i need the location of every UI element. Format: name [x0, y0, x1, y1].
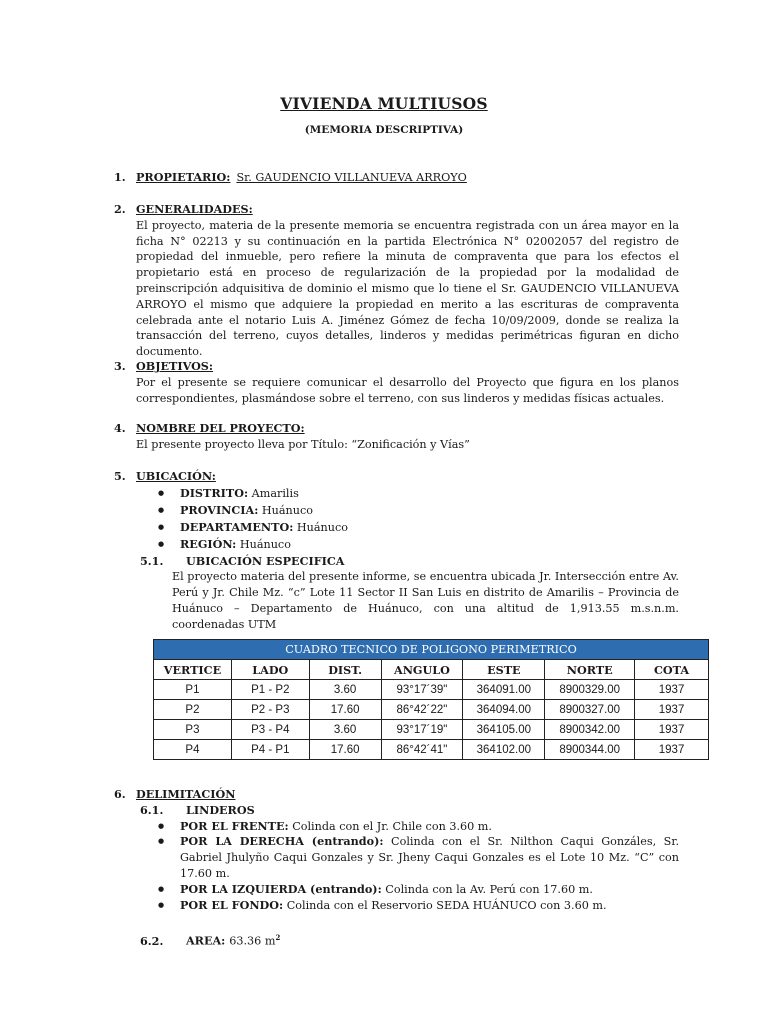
table-cell: 364105.00 [463, 720, 545, 740]
polygon-table [153, 639, 709, 760]
section-number: 2. [114, 202, 126, 216]
owner-name: Sr. GAUDENCIO VILLANUEVA ARROYO [236, 171, 467, 184]
boundaries-list [114, 819, 679, 914]
table-cell: 1937 [635, 700, 709, 720]
list-item: ● REGIÓN: Huánuco [114, 536, 679, 553]
table-cell: P3 [154, 720, 232, 740]
table-row [154, 740, 709, 760]
table-cell: 86°42´22" [381, 700, 463, 720]
section-heading: PROPIETARIO: [136, 170, 231, 184]
section-heading: OBJETIVOS: [136, 359, 214, 373]
table-cell: 8900342.00 [545, 720, 635, 740]
section-paragraph: Por el presente se requiere comunicar el desarrollo del Proyecto que figura en los planos correspondientes, plasmándose sobre el terreno, con sus linderos y medidas físicas actuales. [136, 375, 679, 405]
table-row [154, 720, 709, 740]
column-header: COTA [635, 660, 709, 680]
subsection-heading: 5.1. UBICACIÓN ESPECIFICA [140, 553, 345, 568]
table-cell: 8900329.00 [545, 680, 635, 700]
list-item: ● PROVINCIA: Huánuco [114, 502, 679, 519]
column-header: ESTE [463, 660, 545, 680]
list-item: ● POR LA IZQUIERDA (entrando): Colinda con la Av. Perú con 17.60 m. [114, 882, 679, 898]
table-cell: P4 [154, 740, 232, 760]
table-cell: 1937 [635, 720, 709, 740]
table-cell: P1 - P2 [231, 680, 309, 700]
list-item: ● POR EL FONDO: Colinda con el Reservorio SEDA HUÁNUCO con 3.60 m. [114, 898, 679, 914]
table-cell: P3 - P4 [231, 720, 309, 740]
table-cell: 8900327.00 [545, 700, 635, 720]
section-propietario [114, 170, 679, 186]
table-cell: 3.60 [309, 720, 381, 740]
table-cell: 17.60 [309, 700, 381, 720]
section-heading: DELIMITACIÓN [136, 787, 236, 801]
section-heading: GENERALIDADES: [136, 202, 253, 216]
section-objetivos [114, 359, 679, 406]
table-cell: 3.60 [309, 680, 381, 700]
column-header: NORTE [545, 660, 635, 680]
list-item: ● DEPARTAMENTO: Huánuco [114, 519, 679, 536]
document-title: VIVIENDA MULTIUSOS [280, 94, 488, 113]
table-cell: 93°17´39" [381, 680, 463, 700]
section-number: 5. [114, 469, 126, 483]
table-cell: P2 [154, 700, 232, 720]
section-ubicacion [114, 469, 679, 633]
section-generalidades [114, 202, 679, 360]
section-heading: UBICACIÓN: [136, 469, 216, 483]
list-item: ● POR LA DERECHA (entrando): Colinda con el Sr. Nilthon Caqui Gonzáles, Sr. Gabriel Jhulyño Caqui Gonzales y Sr. Jheny Caqui Gonzales es el Lote 10 Mz. “C” con 17.60 m. [114, 834, 679, 881]
subsection-paragraph: El proyecto materia del presente informe, se encuentra ubicada Jr. Intersección entre Av. Perú y Jr. Chile Mz. “c” Lote 11 Sector II San Luis en distrito de Amarilis – Provincia de Huánuco – Departamento de Huánuco, con una altitud de 1,913.55 m.s.n.m. coordenadas UTM [172, 570, 679, 631]
section-number: 4. [114, 421, 126, 435]
area-value: 63.36 m [229, 935, 276, 949]
table-cell: 8900344.00 [545, 740, 635, 760]
table-cell: 364091.00 [463, 680, 545, 700]
column-header: DIST. [309, 660, 381, 680]
table-row [154, 680, 709, 700]
section-paragraph: El proyecto, materia de la presente memoria se encuentra registrada con un área mayor en la ficha N° 02213 y su continuación en la partida Electrónica N° 02002057 del registro de propiedad del inmueble, pero refiere la minuta de compraventa que para los efectos el propietario está en proceso de regularización de la propiedad por la modalidad de preinscripción adquisitiva de dominio el mismo que lo tiene el Sr. GAUDENCIO VILLANUEVA ARROYO el mismo que adquiere la propiedad en merito a las escrituras de compraventa celebrada ante el notario Luis A. Jiménez Gómez de fecha 10/09/2009, donde se realiza la transacción del terreno, cuyos detalles, linderos y medidas perimétricas figuran en dicho documento. [136, 218, 679, 359]
section-paragraph: El presente proyecto lleva por Título: “Zonificación y Vías” [136, 437, 470, 451]
section-nombre-proyecto [114, 421, 679, 453]
table-cell: 93°17´19" [381, 720, 463, 740]
table-cell: 17.60 [309, 740, 381, 760]
column-header: VERTICE [154, 660, 232, 680]
subsection-heading: 6.1. LINDEROS [140, 802, 255, 817]
list-item: ● POR EL FRENTE: Colinda con el Jr. Chile con 3.60 m. [114, 819, 679, 835]
table-cell: P4 - P1 [231, 740, 309, 760]
section-number: 1. [114, 170, 126, 184]
table-cell: 1937 [635, 680, 709, 700]
section-delimitacion [114, 787, 679, 950]
section-heading: NOMBRE DEL PROYECTO: [136, 421, 305, 435]
table-cell: P2 - P3 [231, 700, 309, 720]
column-header: LADO [231, 660, 309, 680]
table-cell: 86°42´41" [381, 740, 463, 760]
table-caption: CUADRO TECNICO DE POLIGONO PERIMETRICO [154, 640, 709, 660]
list-item: ● DISTRITO: Amarilis [114, 485, 679, 502]
table-cell: 364094.00 [463, 700, 545, 720]
area-line: 6.2. AREA: 63.36 $m^2$ [140, 933, 281, 949]
table-row [154, 700, 709, 720]
column-header: ANGULO [381, 660, 463, 680]
table-cell: 364102.00 [463, 740, 545, 760]
table-cell: 1937 [635, 740, 709, 760]
document-subtitle: (MEMORIA DESCRIPTIVA) [304, 124, 464, 136]
table-cell: P1 [154, 680, 232, 700]
location-list [114, 485, 679, 554]
section-number: 3. [114, 359, 126, 373]
section-number: 6. [114, 787, 126, 801]
area-unit-exponent: 2 [275, 933, 281, 943]
